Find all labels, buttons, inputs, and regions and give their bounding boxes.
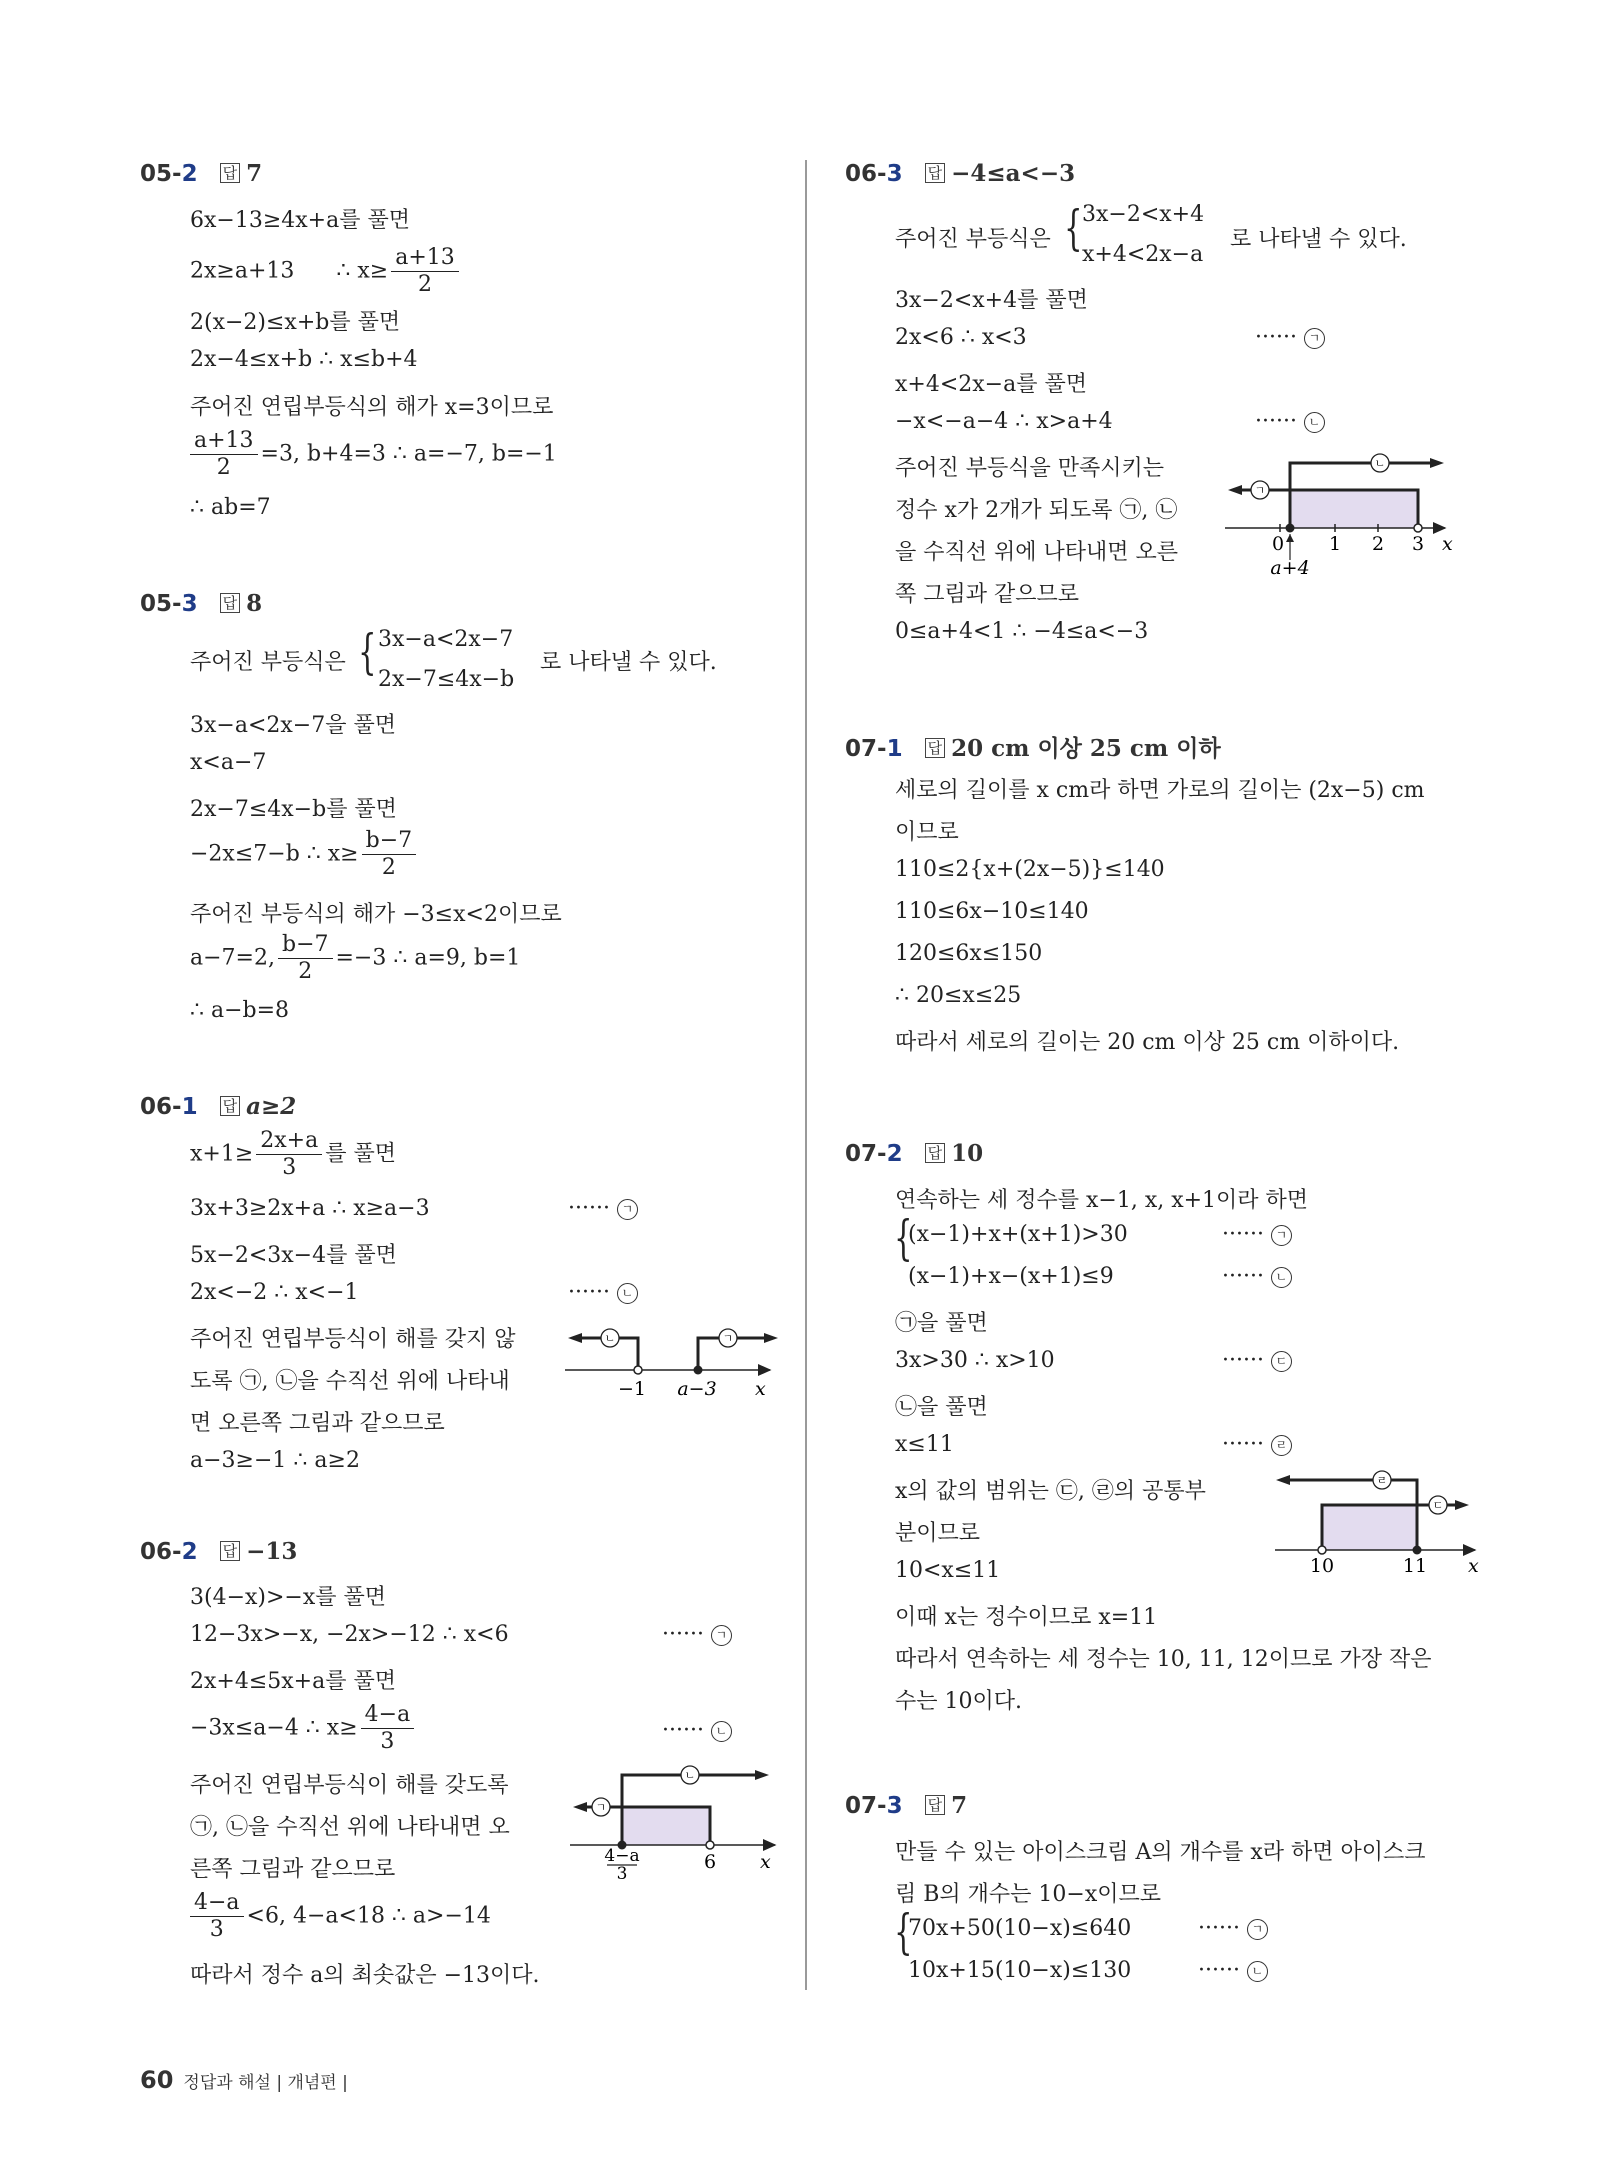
tick-label: 6 (703, 1851, 717, 1873)
solution-line: 110≤2{x+(2x−5)}≤140 (895, 857, 1165, 882)
graph-label-g: ㄱ (722, 1332, 734, 1345)
answer-tag: 답 (220, 163, 241, 183)
solution-line: 분이므로 (895, 1521, 981, 1546)
tick-label: 1 (1328, 533, 1342, 555)
answer-value: 8 (246, 590, 263, 617)
solution-line: −2x≤7−b ∴ x≥ $\frac{b-7}{2}$ (190, 828, 419, 881)
overlap-region (1322, 1505, 1417, 1550)
tick-label: 3 (1411, 533, 1425, 555)
solution-line: 정수 x가 2개가 되도록 ㉠, ㉡ (895, 498, 1178, 523)
solution-line: 120≤6x≤150 (895, 941, 1043, 966)
solution-line: 주어진 연립부등식의 해가 x=3이므로 (190, 395, 554, 420)
footer-text: 정답과 해설 | 개념편 | (183, 2073, 348, 2093)
solution-line: 2x−4≤x+b ∴ x≤b+4 (190, 347, 418, 372)
system-line: 70x+50(10−x)≤640 (908, 1916, 1132, 1941)
eq-label: ······ ㄱ (1198, 1916, 1268, 1941)
solution-line: 3x+3≥2x+a ∴ x≥a−3 (190, 1196, 430, 1221)
eq-label: ······ ㄱ (568, 1196, 638, 1221)
answer-tag: 답 (925, 163, 946, 183)
number-line-figure (1220, 440, 1460, 580)
solution-line: 이므로 (895, 820, 959, 845)
system-line: 2x−7≤4x−b (378, 667, 515, 692)
solution-line: a−7=2, $\frac{b-7}{2}$ =−3 ∴ a=9, b=1 (190, 932, 521, 984)
tick-label: a+4 (1270, 557, 1310, 579)
solution-line: 따라서 세로의 길이는 20 cm 이상 25 cm 이하이다. (895, 1030, 1400, 1055)
solution-line: 3x>30 ∴ x>10 (895, 1348, 1055, 1373)
solution-line: 수는 10이다. (895, 1689, 1022, 1714)
circled-label: ㄴ (711, 1721, 732, 1742)
problem-07-3-header: 07-3 답 7 (845, 1792, 968, 1819)
solution-line: 주어진 연립부등식이 해를 갖지 않 (190, 1327, 516, 1352)
axis-x-label: x (1442, 533, 1453, 555)
solution-line: 2x−7≤4x−b를 풀면 (190, 797, 397, 822)
solution-line: 2x≥a+13 ∴ x≥ $\frac{a+13}{2}$ (190, 245, 462, 298)
solution-line: ㉡을 풀면 (895, 1395, 988, 1420)
answer-value: −4≤a<−3 (951, 160, 1076, 187)
open-point (1318, 1546, 1326, 1554)
solution-line: ㉠, ㉡을 수직선 위에 나타내면 오 (190, 1815, 510, 1840)
solution-line: 2x<−2 ∴ x<−1 (190, 1280, 359, 1305)
closed-point (694, 1366, 703, 1375)
solution-line: 이때 x는 정수이므로 x=11 (895, 1605, 1158, 1630)
solution-line: 3(4−x)>−x를 풀면 (190, 1585, 387, 1610)
solution-line: 로 나타낼 수 있다. (1230, 227, 1407, 252)
circled-label: ㄴ (1304, 412, 1325, 433)
solution-line: 2x<6 ∴ x<3 (895, 325, 1027, 350)
answer-tag: 답 (925, 1143, 946, 1163)
solution-line: 쪽 그림과 같으므로 (895, 582, 1080, 607)
solution-line: 만들 수 있는 아이스크림 A의 개수를 x라 하면 아이스크 (895, 1840, 1426, 1865)
tick-label: 10 (1309, 1555, 1335, 1575)
closed-point (1286, 524, 1295, 533)
solution-line: x≤11 (895, 1432, 954, 1457)
tick-label: 2 (1371, 533, 1385, 555)
solution-line: 주어진 부등식은 (895, 227, 1051, 252)
solution-line: x<a−7 (190, 750, 267, 775)
solution-line: 따라서 정수 a의 최솟값은 −13이다. (190, 1963, 540, 1988)
system-brace: { (894, 1904, 913, 1960)
system-brace: { (1064, 200, 1083, 256)
page-footer (140, 2066, 348, 2094)
fraction: $\frac{2x+a}{3}$ (256, 1128, 322, 1181)
graph-label-d: ㄷ (1432, 1499, 1444, 1512)
problem-07-2-header: 07-2 답 10 (845, 1140, 984, 1167)
solution-line: 주어진 부등식은 (190, 650, 346, 675)
system-line: (x−1)+x−(x+1)≤9 (908, 1264, 1114, 1289)
solution-line: 른쪽 그림과 같으므로 (190, 1857, 396, 1882)
circled-label: ㄴ (1271, 1267, 1292, 1288)
solution-line: 10<x≤11 (895, 1558, 1001, 1583)
system-line: 3x−2<x+4 (1082, 202, 1205, 227)
answer-tag: 답 (220, 1096, 241, 1116)
solution-line: 6x−13≥4x+a를 풀면 (190, 208, 410, 233)
solution-line: 2(x−2)≤x+b를 풀면 (190, 310, 401, 335)
solution-line: 주어진 부등식의 해가 −3≤x<2이므로 (190, 902, 562, 927)
solution-line: 따라서 연속하는 세 정수는 10, 11, 12이므로 가장 작은 (895, 1647, 1432, 1672)
answer-tag: 답 (925, 1795, 946, 1815)
graph-label-g: ㄱ (1254, 484, 1266, 497)
eq-label: ······ ㄴ (1198, 1958, 1268, 1983)
solution-line: $\frac{a+13}{2}$ =3, b+4=3 ∴ a=−7, b=−1 (190, 428, 557, 481)
overlap-region (1290, 490, 1418, 528)
tick-label: 11 (1402, 1555, 1428, 1575)
answer-tag: 답 (220, 1541, 241, 1561)
solution-line: 을 수직선 위에 나타내면 오른 (895, 540, 1178, 565)
fraction: $\frac{a+13}{2}$ (391, 245, 459, 298)
solution-line: −3x≤a−4 ∴ x≥ $\frac{4-a}{3}$ (190, 1702, 417, 1755)
open-point (1414, 524, 1422, 532)
graph-label-n: ㄴ (1374, 457, 1386, 470)
problem-07-1-header: 07-1 답 20 cm 이상 25 cm 이하 (845, 735, 1221, 762)
circled-label: ㄱ (711, 1625, 732, 1646)
solution-line: 0≤a+4<1 ∴ −4≤a<−3 (895, 619, 1149, 644)
answer-value: −13 (246, 1538, 298, 1565)
fraction: $\frac{4-a}{3}$ (361, 1702, 415, 1755)
solution-line: 3x−a<2x−7을 풀면 (190, 713, 396, 738)
solution-line: x의 값의 범위는 ㉢, ㉣의 공통부 (895, 1479, 1206, 1504)
solution-line: x+1≥ $\frac{2x+a}{3}$ 를 풀면 (190, 1128, 396, 1180)
system-brace: { (358, 624, 377, 680)
circled-label: ㄱ (1247, 1919, 1268, 1940)
problem-05-3-header: 05-3 답 8 (140, 590, 263, 617)
eq-label: ······ ㄹ (1222, 1432, 1292, 1457)
eq-label: ······ ㄴ (1222, 1264, 1292, 1289)
tick-label: 0 (1271, 533, 1285, 555)
fraction: $\frac{a+13}{2}$ (190, 428, 258, 481)
solution-line: 5x−2<3x−4를 풀면 (190, 1243, 397, 1268)
eq-label: ······ ㄱ (662, 1622, 732, 1647)
answer-value: 7 (246, 160, 263, 187)
axis-x-label: x (760, 1851, 771, 1873)
axis-x-label: x (755, 1378, 766, 1400)
system-line: 10x+15(10−x)≤130 (908, 1958, 1132, 1983)
solution-line: 주어진 연립부등식이 해를 갖도록 (190, 1773, 509, 1798)
eq-label: ······ ㄷ (1222, 1348, 1292, 1373)
overlap-region (622, 1807, 710, 1845)
circled-label: ㄱ (1304, 328, 1325, 349)
problem-05-2-header: 05-2 답 7 (140, 160, 263, 187)
eq-label: ······ ㄱ (1255, 325, 1325, 350)
solution-line: ㉠을 풀면 (895, 1311, 988, 1336)
solution-line: 면 오른쪽 그림과 같으므로 (190, 1411, 445, 1436)
fraction: $\frac{4-a}{3}$ (190, 1890, 244, 1943)
solution-line: 2x+4≤5x+a를 풀면 (190, 1669, 396, 1694)
system-brace: { (894, 1210, 913, 1266)
solution-line: ∴ a−b=8 (190, 998, 290, 1023)
system-line: x+4<2x−a (1082, 242, 1204, 267)
answer-tag: 답 (220, 593, 241, 613)
graph-label-r: ㄹ (1376, 1474, 1388, 1487)
tick-label: 3 (616, 1864, 628, 1880)
solution-line: 세로의 길이를 x cm라 하면 가로의 길이는 (2x−5) cm (895, 778, 1425, 803)
solution-line: 주어진 부등식을 만족시키는 (895, 456, 1165, 481)
graph-label-g: ㄱ (595, 1801, 607, 1814)
tick-label: −1 (617, 1378, 647, 1400)
solution-line: 3x−2<x+4를 풀면 (895, 288, 1088, 313)
problem-06-1-header: 06-1 답 a≥2 (140, 1093, 297, 1120)
circled-label: ㄴ (1247, 1961, 1268, 1982)
number-line-figure (1270, 1465, 1490, 1575)
closed-point (1413, 1546, 1422, 1555)
answer-value: a≥2 (246, 1093, 297, 1120)
answer-value: 20 cm 이상 25 cm 이하 (951, 735, 1221, 762)
number-line-figure (565, 1755, 790, 1880)
fraction: $\frac{b-7}{2}$ (362, 828, 417, 881)
problem-06-2-header: 06-2 답 −13 (140, 1538, 298, 1565)
circled-label: ㄴ (617, 1283, 638, 1304)
axis-x-label: x (1468, 1555, 1479, 1575)
tick-label: 4−a (604, 1846, 640, 1866)
eq-label: ······ ㄴ (1255, 409, 1325, 434)
system-line: 3x−a<2x−7 (378, 627, 514, 652)
solution-line: 로 나타낼 수 있다. (540, 650, 717, 675)
eq-label: ······ ㄴ (662, 1718, 732, 1743)
solution-line: 연속하는 세 정수를 x−1, x, x+1이라 하면 (895, 1188, 1309, 1213)
solution-line: 110≤6x−10≤140 (895, 899, 1089, 924)
column-divider (805, 160, 807, 1990)
page-number: 60 (140, 2066, 174, 2094)
answer-value: 7 (951, 1792, 968, 1819)
solution-line: a−3≥−1 ∴ a≥2 (190, 1448, 360, 1473)
solution-line: 림 B의 개수는 10−x이므로 (895, 1882, 1161, 1907)
open-point (706, 1841, 714, 1849)
eq-label: ······ ㄴ (568, 1280, 638, 1305)
graph-label-n: ㄴ (684, 1769, 696, 1782)
solution-line: ∴ ab=7 (190, 495, 271, 520)
number-line-figure (560, 1310, 785, 1400)
circled-label: ㄹ (1271, 1435, 1292, 1456)
solution-line: 도록 ㉠, ㉡을 수직선 위에 나타내 (190, 1369, 510, 1394)
problem-06-3-header: 06-3 답 −4≤a<−3 (845, 160, 1076, 187)
eq-label: ······ ㄱ (1222, 1222, 1292, 1247)
answer-tag: 답 (925, 738, 946, 758)
solution-line: ∴ 20≤x≤25 (895, 983, 1022, 1008)
tick-label: a−3 (677, 1378, 717, 1400)
solution-line: $\frac{4-a}{3}$ <6, 4−a<18 ∴ a>−14 (190, 1890, 491, 1943)
solution-line: −x<−a−4 ∴ x>a+4 (895, 409, 1113, 434)
circled-label: ㄱ (1271, 1225, 1292, 1246)
answer-value: 10 (951, 1140, 984, 1167)
circled-label: ㄷ (1271, 1351, 1292, 1372)
solution-line: x+4<2x−a를 풀면 (895, 372, 1087, 397)
circled-label: ㄱ (617, 1199, 638, 1220)
open-point (634, 1366, 642, 1374)
graph-label-n: ㄴ (604, 1332, 616, 1345)
fraction: $\frac{b-7}{2}$ (278, 932, 333, 985)
system-line: (x−1)+x+(x+1)>30 (908, 1222, 1128, 1247)
solution-line: 12−3x>−x, −2x>−12 ∴ x<6 (190, 1622, 509, 1647)
